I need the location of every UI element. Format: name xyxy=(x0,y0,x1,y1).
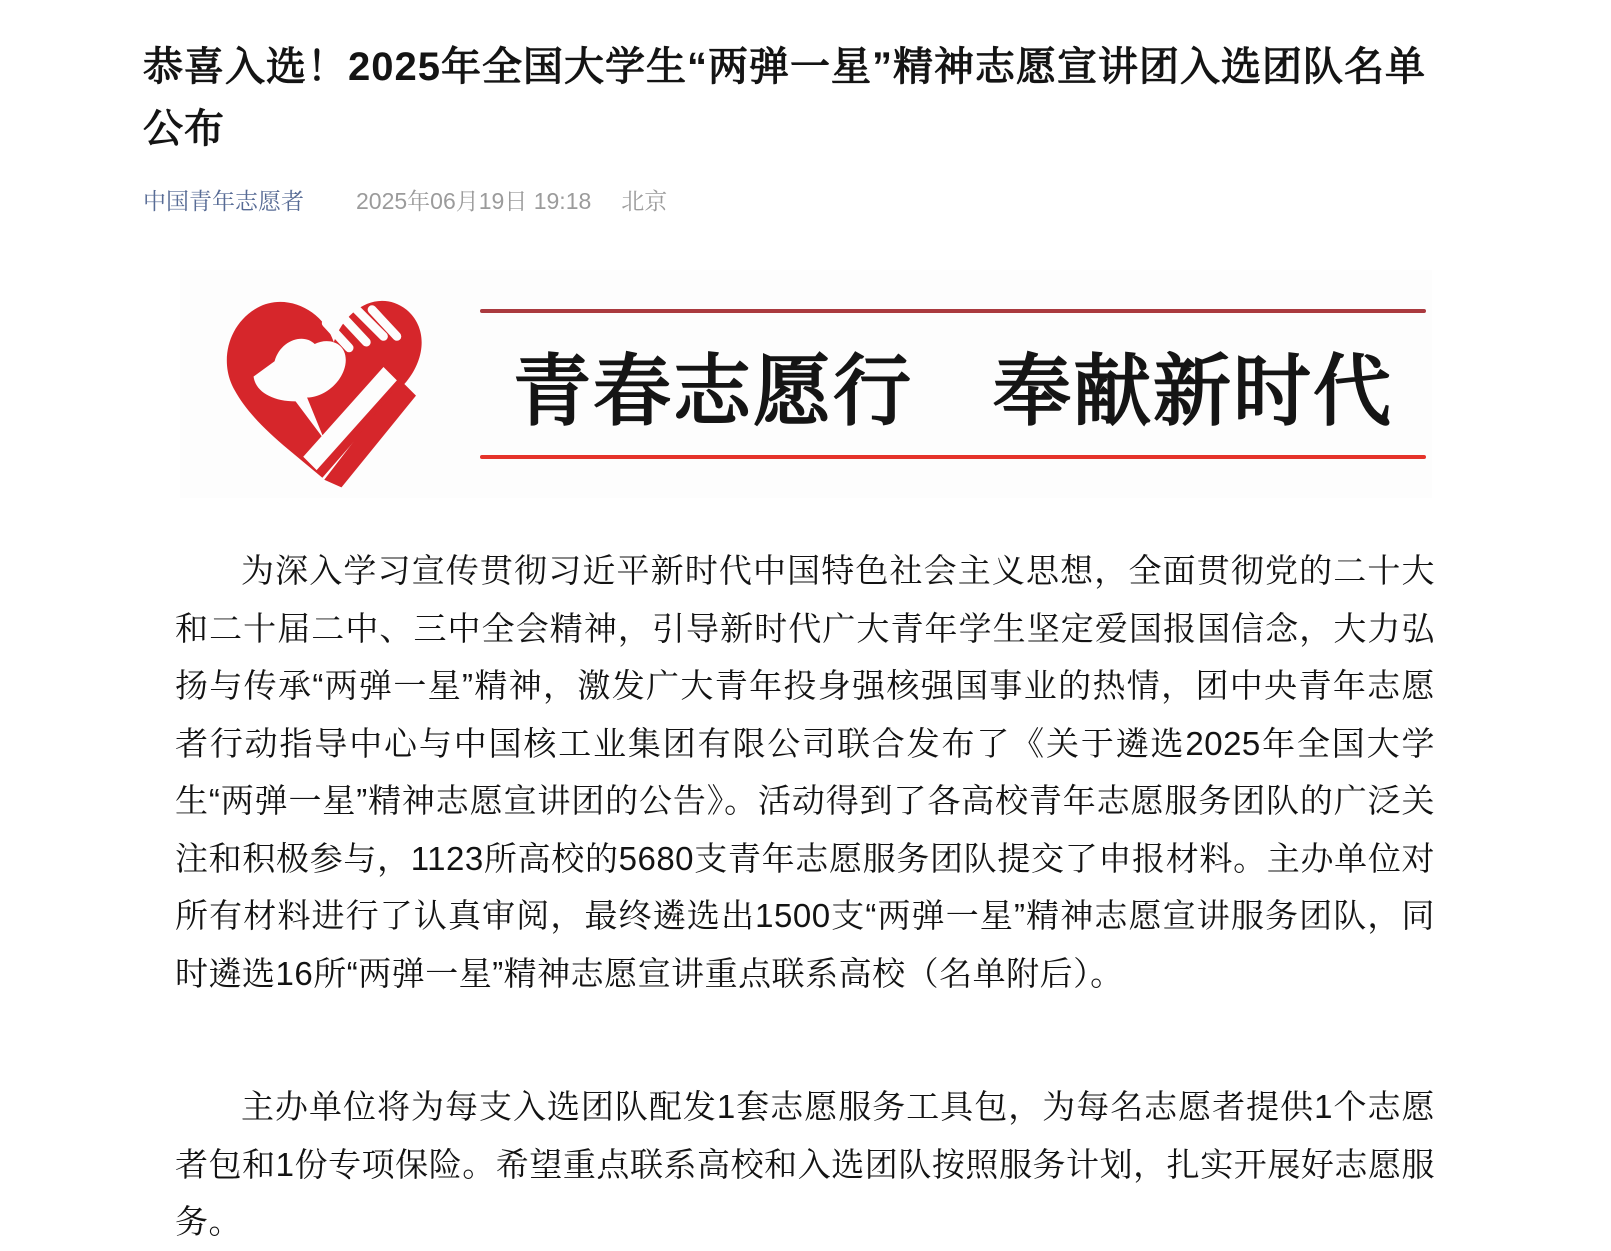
publish-location: 北京 xyxy=(621,188,668,214)
banner-slogan-area xyxy=(480,309,1426,459)
article-body xyxy=(143,498,1461,1251)
banner-bottom-rule xyxy=(480,455,1426,459)
account-name-link[interactable]: 中国青年志愿者 xyxy=(143,188,304,214)
banner-image[interactable] xyxy=(180,270,1432,498)
paragraph-intro: 为深入学习宣传贯彻习近平新时代中国特色社会主义思想，全面贯彻党的二十大和二十届二中、三中全会精神，引导新时代广大青年学生坚定爱国报国信念，大力弘扬与传承“两弹一星”精神，激发广大青年投身强核强国事业的热情，团中央青年志愿者行动指导中心与中国核工业集团有限公司联合发布了《关于遴选2025年全国大学生“两弹一星”精神志愿宣讲团的公告》。活动得到了各高校青年志愿服务团队的广泛关注和积极参与，1123所高校的5680支青年志愿服务团队提交了申报材料。主办单位对所有材料进行了认真审阅，最终遴选出1500支“两弹一星”精神志愿宣讲服务团队，同时遴选16所“两弹一星”精神志愿宣讲重点联系高校（名单附后）。 xyxy=(175,552,1435,992)
article-title: 恭喜入选！2025年全国大学生“两弹一星”精神志愿宣讲团入选团队名单公布 xyxy=(143,45,1426,151)
publish-date: 2025年06月19日 19:18 xyxy=(356,188,592,214)
banner-slogan-text: 青春志愿行 奉献新时代 xyxy=(512,346,1393,437)
heart-dove-logo-icon xyxy=(180,273,480,495)
byline xyxy=(143,186,1461,216)
paragraph-support: 主办单位将为每支入选团队配发1套志愿服务工具包，为每名志愿者提供1个志愿者包和1份专项保险。希望重点联系高校和入选团队按照服务计划，扎实开展好志愿服务。 xyxy=(175,1088,1435,1240)
